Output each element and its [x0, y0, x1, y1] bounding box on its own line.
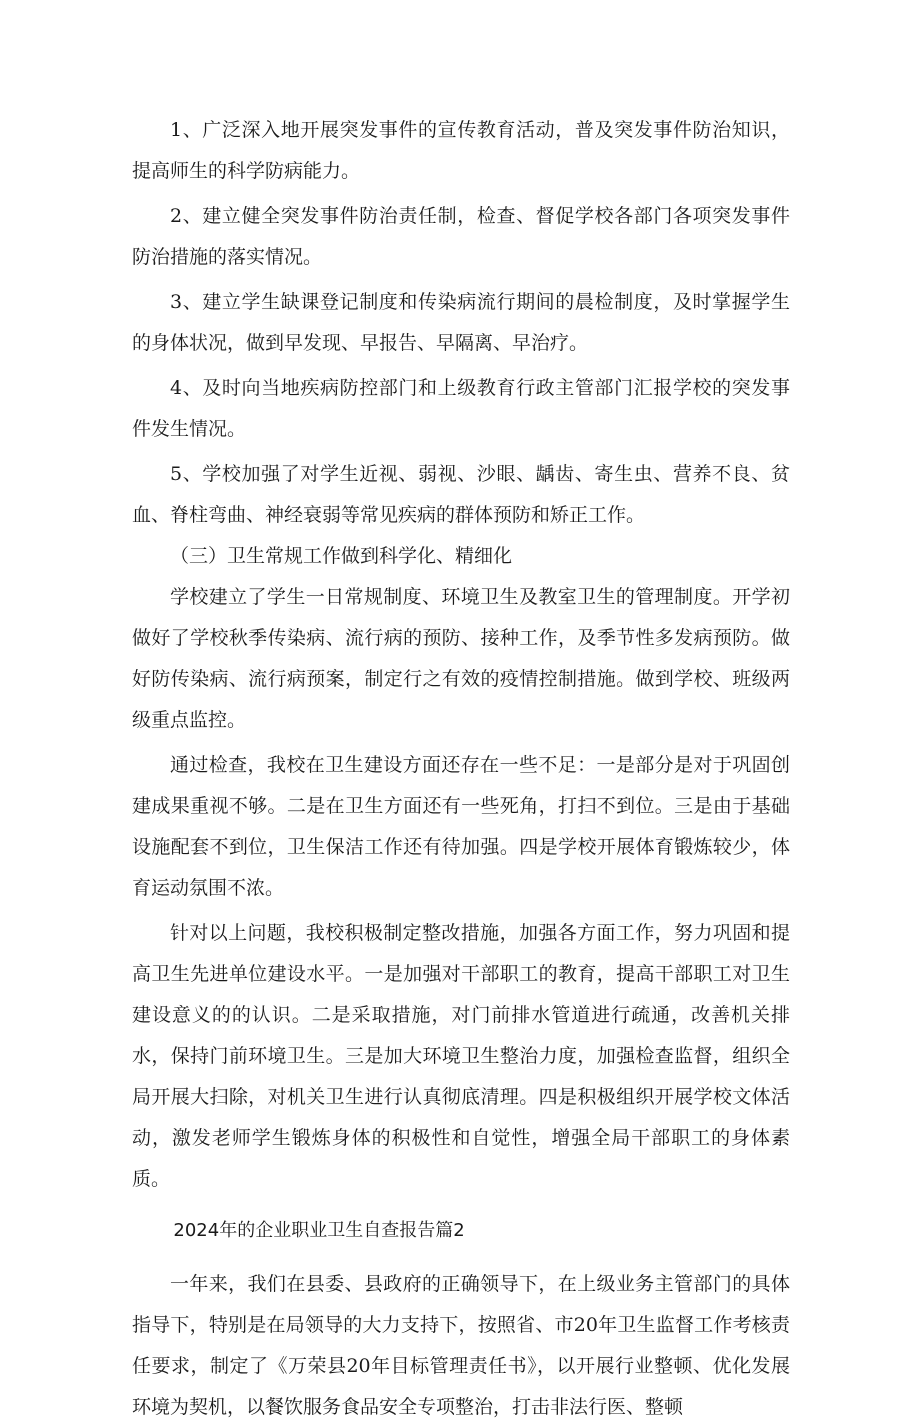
list-item: 2、建立健全突发事件防治责任制，检查、督促学校各部门各项突发事件防治措施的落实情况。 [132, 205, 790, 268]
list-item: 1、广泛深入地开展突发事件的宣传教育活动，普及突发事件防治知识，提高师生的科学防病能力。 [132, 119, 790, 182]
body-paragraph: 一年来，我们在县委、县政府的正确领导下，在上级业务主管部门的具体指导下，特别是在局领导的大力支持下，按照省、市20年卫生监督工作考核责任要求，制定了《万荣县20年目标管理责任书》，以开展行业整顿、优化发展环境为契机，以餐饮服务食品安全专项整治，打击非法行医、整顿 [132, 1273, 790, 1418]
list-item: 4、及时向当地疾病防控部门和上级教育行政主管部门汇报学校的突发事件发生情况。 [132, 377, 790, 440]
list-item: 3、建立学生缺课登记制度和传染病流行期间的晨检制度，及时掌握学生的身体状况，做到早发现、早报告、早隔离、早治疗。 [132, 291, 790, 354]
list-item: 5、学校加强了对学生近视、弱视、沙眼、龋齿、寄生虫、营养不良、贫血、脊柱弯曲、神经衰弱等常见疾病的群体预防和矫正工作。 [132, 463, 790, 526]
body-paragraph: 通过检查，我校在卫生建设方面还存在一些不足：一是部分是对于巩固创建成果重视不够。二是在卫生方面还有一些死角，打扫不到位。三是由于基础设施配套不到位，卫生保洁工作还有待加强。四是学校开展体育锻炼较少，体育运动氛围不浓。 [132, 754, 790, 899]
body-paragraph: 针对以上问题，我校积极制定整改措施，加强各方面工作，努力巩固和提高卫生先进单位建设水平。一是加强对干部职工的教育，提高干部职工对卫生建设意义的的认识。二是采取措施，对门前排水管道进行疏通，改善机关排水，保持门前环境卫生。三是加大环境卫生整治力度，加强检查监督，组织全局开展大扫除，对机关卫生进行认真彻底清理。四是积极组织开展学校文体活动，激发老师学生锻炼身体的积极性和自觉性，增强全局干部职工的身体素质。 [132, 922, 790, 1190]
section-heading: （三）卫生常规工作做到科学化、精细化 [170, 545, 513, 567]
body-paragraph: 学校建立了学生一日常规制度、环境卫生及教室卫生的管理制度。开学初做好了学校秋季传染病、流行病的预防、接种工作，及季节性多发病预防。做好防传染病、流行病预案，制定行之有效的疫情控制措施。做到学校、班级两级重点监控。 [132, 586, 790, 731]
article-title: 2024年的企业职业卫生自查报告篇2 [173, 1220, 465, 1241]
document-body [132, 110, 790, 1428]
